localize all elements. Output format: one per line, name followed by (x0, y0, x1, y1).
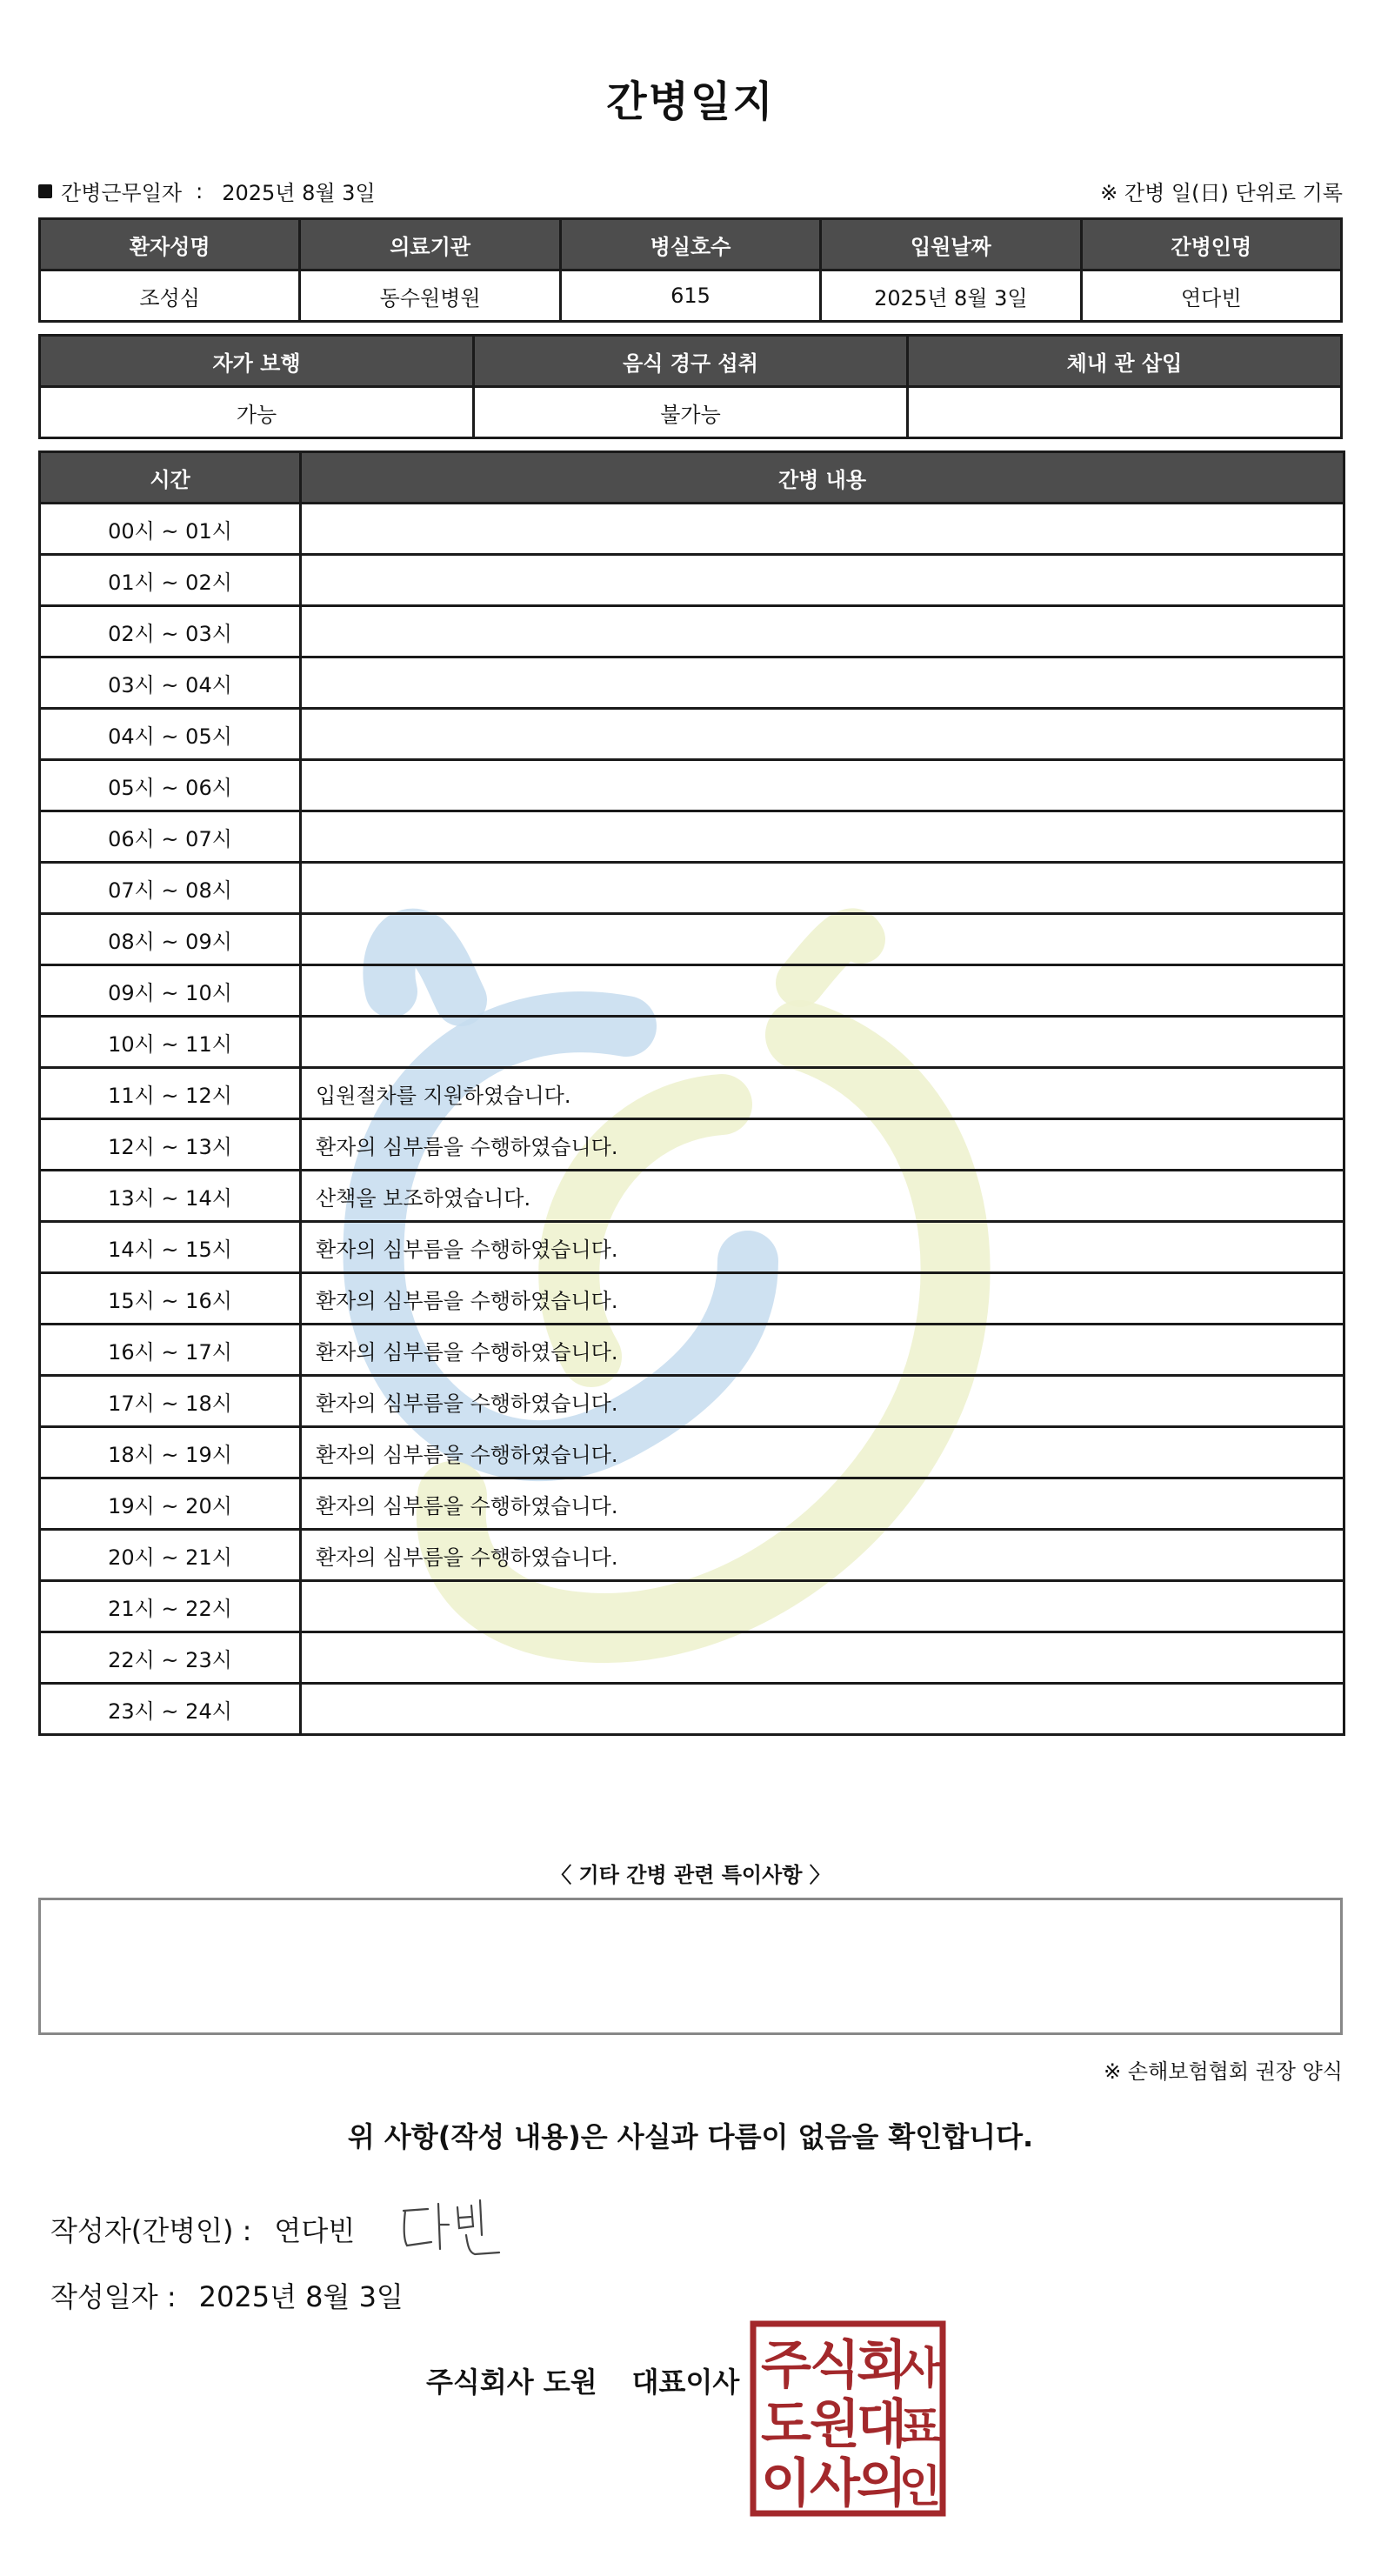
status-header-row (40, 336, 1342, 387)
schedule-content (301, 1684, 1344, 1735)
svg-text:사: 사 (810, 2453, 860, 2514)
schedule-row (40, 1684, 1344, 1735)
schedule-content (301, 555, 1344, 606)
svg-text:주: 주 (761, 2335, 811, 2396)
schedule-content (301, 760, 1344, 811)
schedule-row (40, 965, 1344, 1017)
svg-text:표: 표 (898, 2402, 942, 2453)
header-caregiver-name: 간병인명 (1081, 219, 1341, 270)
schedule-time: 18시 ~ 19시 (40, 1427, 301, 1478)
header-room-number: 병실호수 (560, 219, 820, 270)
caregiver-name: 연다빈 (1081, 270, 1341, 322)
schedule-time: 21시 ~ 22시 (40, 1581, 301, 1632)
schedule-time: 05시 ~ 06시 (40, 760, 301, 811)
schedule-time: 20시 ~ 21시 (40, 1530, 301, 1581)
schedule-row (40, 1222, 1344, 1273)
company-signature-line (426, 2360, 739, 2400)
schedule-content: 환자의 심부름을 수행하였습니다. (301, 1530, 1344, 1581)
form-note: ※ 손해보험협회 권장 양식 (1104, 2059, 1343, 2084)
patient-status-table (38, 334, 1343, 439)
schedule-row (40, 811, 1344, 863)
schedule-content (301, 709, 1344, 760)
patient-name: 조성심 (40, 270, 300, 322)
schedule-content: 환자의 심부름을 수행하였습니다. (301, 1325, 1344, 1376)
patient-value-row (40, 270, 1342, 322)
work-date-value: 2025년 8월 3일 (222, 181, 376, 205)
header-oral-intake: 음식 경구 섭취 (474, 336, 908, 387)
schedule-row (40, 1581, 1344, 1632)
schedule-time: 07시 ~ 08시 (40, 863, 301, 914)
svg-text:인: 인 (898, 2461, 942, 2512)
patient-header-row (40, 219, 1342, 270)
schedule-row (40, 1427, 1344, 1478)
self-walking-value: 가능 (40, 387, 474, 438)
work-date-separator: : (196, 178, 203, 204)
schedule-content: 산책을 보조하였습니다. (301, 1171, 1344, 1222)
schedule-row (40, 1068, 1344, 1119)
header-self-walking: 자가 보행 (40, 336, 474, 387)
schedule-content (301, 1581, 1344, 1632)
schedule-content: 입원절차를 지원하였습니다. (301, 1068, 1344, 1119)
schedule-row (40, 1478, 1344, 1530)
work-date-row (38, 176, 376, 206)
schedule-row (40, 1325, 1344, 1376)
write-date-label: 작성일자 : (50, 2280, 177, 2313)
writer-label: 작성자(간병인) : (50, 2214, 252, 2247)
schedule-time: 10시 ~ 11시 (40, 1017, 301, 1068)
schedule-content: 환자의 심부름을 수행하였습니다. (301, 1273, 1344, 1325)
admission-date: 2025년 8월 3일 (821, 270, 1081, 322)
company-title: 대표이사 (631, 2366, 740, 2399)
schedule-time: 19시 ~ 20시 (40, 1478, 301, 1530)
schedule-content (301, 914, 1344, 965)
svg-text:회: 회 (857, 2335, 907, 2396)
header-patient-name: 환자성명 (40, 219, 300, 270)
svg-text:사: 사 (898, 2343, 942, 2393)
header-care-content: 간병 내용 (301, 452, 1344, 504)
schedule-content: 환자의 심부름을 수행하였습니다. (301, 1376, 1344, 1427)
special-notes-box (38, 1898, 1343, 2035)
writer-name: 연다빈 (274, 2214, 356, 2247)
schedule-content: 환자의 심부름을 수행하였습니다. (301, 1222, 1344, 1273)
work-date-label: 간병근무일자 (61, 181, 183, 205)
schedule-row (40, 1017, 1344, 1068)
schedule-time: 02시 ~ 03시 (40, 606, 301, 657)
header-admission-date: 입원날짜 (821, 219, 1081, 270)
handwritten-signature (397, 2192, 510, 2261)
schedule-row (40, 709, 1344, 760)
status-value-row (40, 387, 1342, 438)
schedule-content (301, 504, 1344, 555)
schedule-content: 환자의 심부름을 수행하였습니다. (301, 1478, 1344, 1530)
room-number: 615 (560, 270, 820, 322)
header-tube-insertion: 체내 관 삽입 (908, 336, 1342, 387)
schedule-time: 22시 ~ 23시 (40, 1632, 301, 1684)
schedule-content (301, 1632, 1344, 1684)
confirmation-statement: 위 사항(작성 내용)은 사실과 다름이 없음을 확인합니다. (347, 2120, 1034, 2153)
unit-note: ※ 간병 일(日) 단위로 기록 (1100, 181, 1343, 205)
oral-intake-value: 불가능 (474, 387, 908, 438)
write-date-value: 2025년 8월 3일 (198, 2280, 404, 2313)
schedule-row (40, 1530, 1344, 1581)
svg-text:도: 도 (761, 2394, 811, 2455)
writer-row (50, 2209, 355, 2249)
write-date-row (50, 2275, 404, 2315)
patient-info-table (38, 217, 1343, 323)
schedule-row (40, 1632, 1344, 1684)
schedule-time: 00시 ~ 01시 (40, 504, 301, 555)
schedule-row (40, 1376, 1344, 1427)
schedule-row (40, 555, 1344, 606)
company-seal-stamp (750, 2320, 946, 2517)
svg-text:대: 대 (857, 2394, 907, 2455)
schedule-time: 11시 ~ 12시 (40, 1068, 301, 1119)
svg-text:식: 식 (810, 2335, 860, 2396)
schedule-time: 23시 ~ 24시 (40, 1684, 301, 1735)
schedule-row (40, 657, 1344, 709)
schedule-row (40, 504, 1344, 555)
schedule-row (40, 863, 1344, 914)
schedule-time: 03시 ~ 04시 (40, 657, 301, 709)
schedule-time: 17시 ~ 18시 (40, 1376, 301, 1427)
schedule-time: 16시 ~ 17시 (40, 1325, 301, 1376)
schedule-content (301, 811, 1344, 863)
schedule-content: 환자의 심부름을 수행하였습니다. (301, 1427, 1344, 1478)
schedule-time: 01시 ~ 02시 (40, 555, 301, 606)
schedule-time: 14시 ~ 15시 (40, 1222, 301, 1273)
schedule-row (40, 1171, 1344, 1222)
tube-insertion-value (908, 387, 1342, 438)
schedule-time: 13시 ~ 14시 (40, 1171, 301, 1222)
hospital-name: 동수원병원 (300, 270, 560, 322)
schedule-row (40, 1273, 1344, 1325)
schedule-row (40, 914, 1344, 965)
schedule-content (301, 657, 1344, 709)
schedule-time: 09시 ~ 10시 (40, 965, 301, 1017)
schedule-row (40, 760, 1344, 811)
special-notes-title: 〈 기타 간병 관련 특이사항 〉 (550, 1863, 831, 1887)
svg-text:의: 의 (857, 2453, 907, 2514)
schedule-content (301, 965, 1344, 1017)
svg-text:이: 이 (761, 2453, 811, 2514)
schedule-time: 04시 ~ 05시 (40, 709, 301, 760)
schedule-time: 08시 ~ 09시 (40, 914, 301, 965)
company-name: 주식회사 도원 (426, 2366, 597, 2399)
schedule-content: 환자의 심부름을 수행하였습니다. (301, 1119, 1344, 1171)
svg-text:원: 원 (810, 2394, 860, 2455)
schedule-time: 06시 ~ 07시 (40, 811, 301, 863)
schedule-row (40, 606, 1344, 657)
header-hospital: 의료기관 (300, 219, 560, 270)
schedule-content (301, 1017, 1344, 1068)
care-schedule-table (38, 450, 1345, 1736)
bullet-square-icon (38, 184, 52, 198)
schedule-content (301, 606, 1344, 657)
schedule-row (40, 1119, 1344, 1171)
schedule-content (301, 863, 1344, 914)
schedule-header-row (40, 452, 1344, 504)
header-time: 시간 (40, 452, 301, 504)
schedule-time: 12시 ~ 13시 (40, 1119, 301, 1171)
schedule-body (40, 504, 1344, 1735)
document-title: 간병일지 (606, 77, 775, 126)
schedule-time: 15시 ~ 16시 (40, 1273, 301, 1325)
